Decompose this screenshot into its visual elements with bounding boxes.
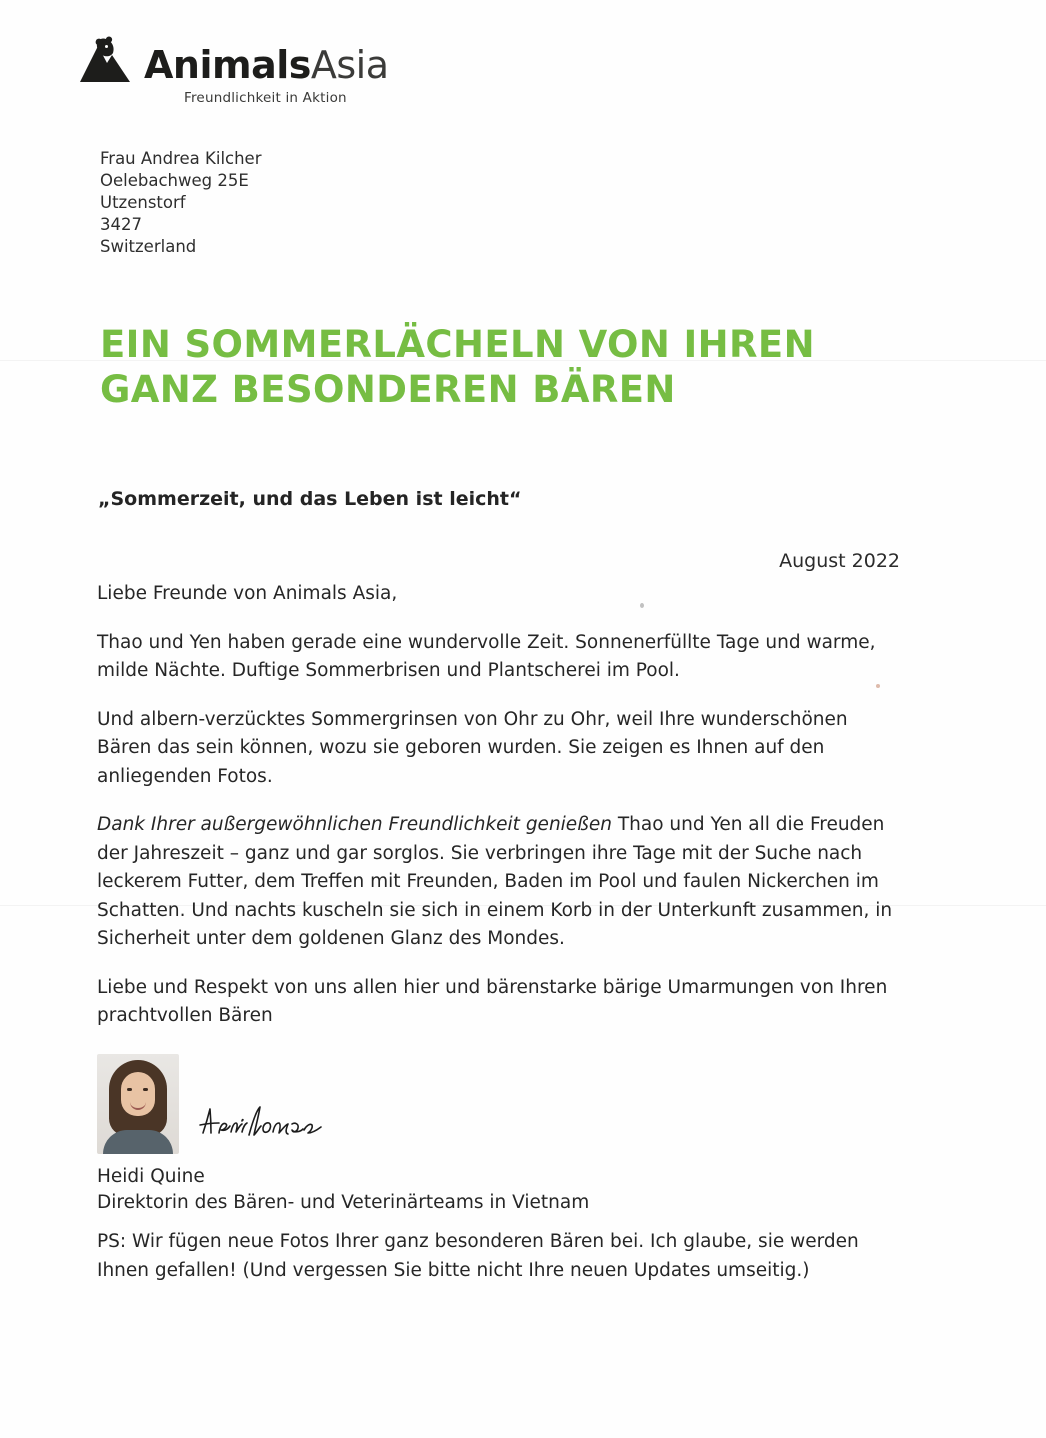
- letter-subheadline: „Sommerzeit, und das Leben ist leicht“: [98, 488, 522, 510]
- body-paragraph-4: Liebe und Respekt von uns allen hier und bärenstarke bärige Umarmungen von Ihren prachtvollen Bären: [97, 976, 888, 1026]
- signature-name: Heidi Quine: [97, 1166, 205, 1187]
- letter-date: August 2022: [779, 550, 900, 572]
- address-line-name: Frau Andrea Kilcher: [100, 149, 262, 168]
- letter-body: [97, 580, 897, 1051]
- organization-logo: [76, 36, 406, 106]
- logo-word-asia: Asia: [310, 43, 389, 87]
- postscript: PS: Wir fügen neue Fotos Ihrer ganz besonderen Bären bei. Ich glaube, sie werden Ihnen gefallen! (Und vergessen Sie bitte nicht Ihre neuen Updates umseitig.): [97, 1231, 859, 1281]
- signature-title: Direktorin des Bären- und Veterinärteams in Vietnam: [97, 1192, 590, 1213]
- salutation: Liebe Freunde von Animals Asia,: [97, 583, 398, 604]
- body-paragraph-3-rest: Thao und Yen all die Freuden der Jahreszeit – ganz und gar sorglos. Sie verbringen ihre Tage mit der Suche nach leckerem Futter, dem Treffen mit Freunden, Baden im Pool und faulen Nickerchen im Schatten. Und nachts kuscheln sie sich in einem Korb in der Unterkunft zusammen, in Sicherheit unter dem goldenen Glanz des Mondes.: [97, 814, 893, 949]
- portrait-eye-right: [143, 1088, 148, 1091]
- logo-row: [76, 36, 406, 87]
- portrait-eye-left: [127, 1088, 132, 1091]
- bear-head-icon: [76, 36, 134, 84]
- handwritten-signature: [197, 1099, 337, 1150]
- portrait-shoulders: [103, 1130, 173, 1154]
- address-line-country: Switzerland: [100, 237, 197, 256]
- body-paragraph-3-italic-lead: Dank Ihrer außergewöhnlichen Freundlichkeit genießen: [97, 814, 612, 835]
- address-line-city: Utzenstorf: [100, 193, 186, 212]
- body-paragraph-3: [97, 811, 897, 954]
- letter-headline: EIN SOMMERLÄCHELN VON IHREN GANZ BESONDEREN BÄREN: [100, 323, 815, 411]
- logo-tagline: Freundlichkeit in Aktion: [184, 90, 347, 106]
- signature-block: [97, 1052, 797, 1216]
- address-line-street: Oelebachweg 25E: [100, 171, 249, 190]
- signature-row: [97, 1052, 797, 1154]
- address-line-postcode: 3427: [100, 215, 142, 234]
- logo-wordmark: [144, 43, 389, 87]
- logo-word-animals: Animals: [144, 43, 311, 87]
- avatar: [97, 1054, 179, 1154]
- recipient-address: [100, 148, 262, 258]
- body-paragraph-1: Thao und Yen haben gerade eine wundervolle Zeit. Sonnenerfüllte Tage und warme, milde Nächte. Duftige Sommerbrisen und Plantscherei im Pool.: [97, 631, 876, 681]
- body-paragraph-2: Und albern-verzücktes Sommergrinsen von Ohr zu Ohr, weil Ihre wunderschönen Bären das sein können, wozu sie geboren wurden. Sie zeigen es Ihnen auf den anliegenden Fotos.: [97, 708, 848, 787]
